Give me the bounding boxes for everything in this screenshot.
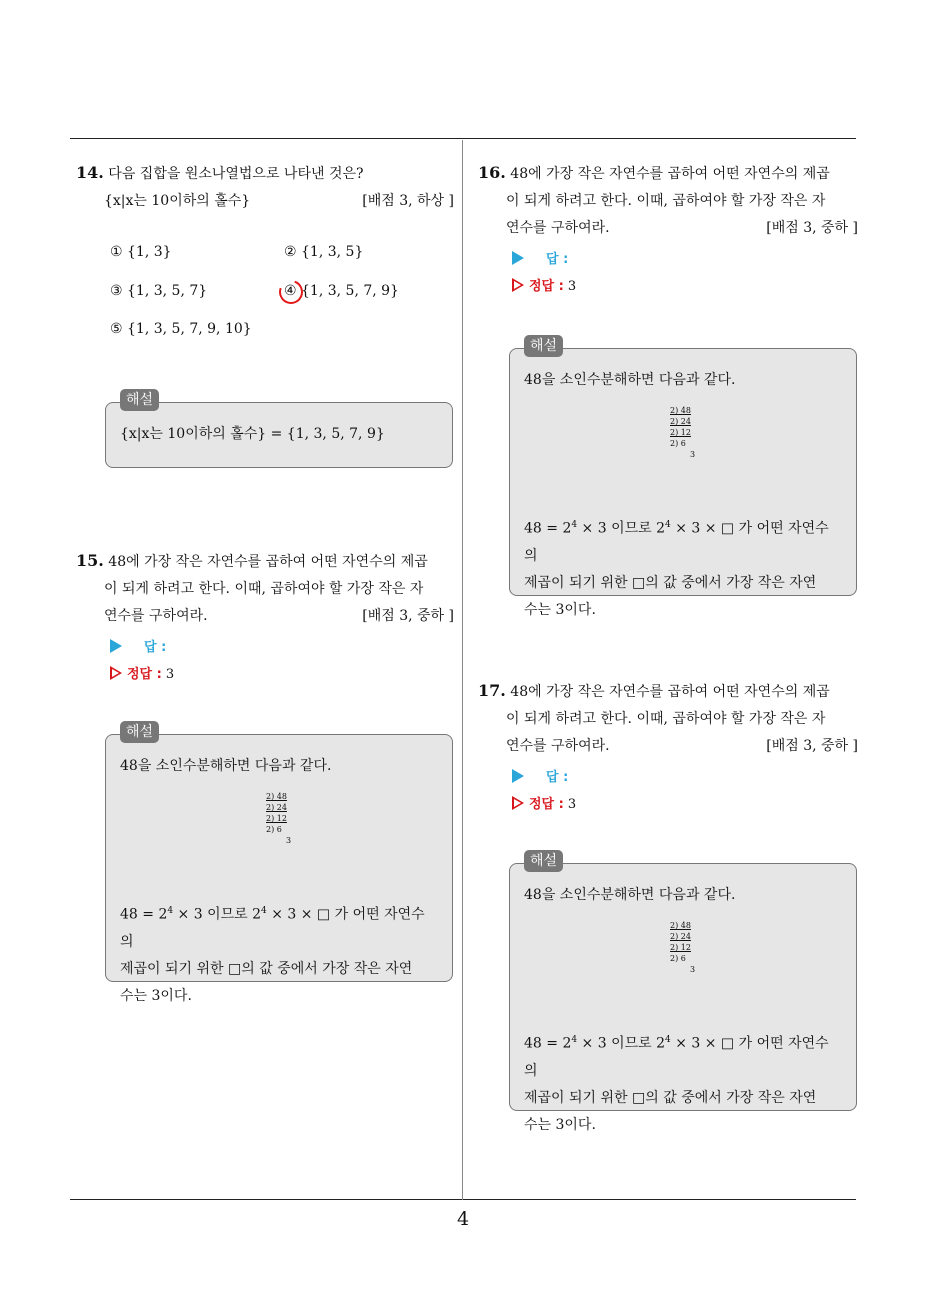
explanation-box-15 xyxy=(105,724,453,1004)
top-rule xyxy=(70,138,856,139)
explanation-box-17 xyxy=(509,853,857,1133)
answer-row xyxy=(478,246,858,273)
explanation-label: 해설 xyxy=(120,389,159,411)
explanation-line1: $48 = 2^4 \times 3$ 이므로 $2^4 \times 3$ × □ 가 어떤 자연수의 xyxy=(524,520,829,564)
division-ladder: 2) 48 2) 24 2) 12 2) 6 3 xyxy=(266,792,292,845)
question-text-line2: 이 되게 하려고 한다. 이때, 곱하여야 할 가장 작은 자 xyxy=(506,711,826,727)
explanation-line1: $48 = 2^4 \times 3$ 이므로 $2^4 \times 3$ × □ 가 어떤 자연수의 xyxy=(524,1035,829,1079)
explanation-intro: 48을 소인수분해하면 다음과 같다. xyxy=(524,372,736,388)
question-number: 14. xyxy=(76,163,104,182)
play-triangle-icon xyxy=(512,769,524,783)
score-meta: [배점 3, 하상 ] xyxy=(362,193,454,209)
correct-answer-row xyxy=(478,273,858,300)
score-meta: [배점 3, 중하 ] xyxy=(362,608,454,624)
explanation-intro: 48을 소인수분해하면 다음과 같다. xyxy=(120,758,332,774)
explanation-line2: 제곱이 되기 위한 □의 값 중에서 가장 작은 자연 xyxy=(524,1089,817,1106)
question-14 xyxy=(76,159,454,215)
option-3[interactable]: ③ {1, 3, 5, 7} xyxy=(110,283,208,299)
question-text-line1: 48에 가장 작은 자연수를 곱하여 어떤 자연수의 제곱 xyxy=(510,166,830,182)
play-triangle-icon xyxy=(512,251,524,265)
correct-label: 정답 : xyxy=(127,667,162,682)
correct-label: 정답 : xyxy=(529,279,564,294)
bottom-rule xyxy=(70,1199,856,1200)
division-ladder: 2) 48 2) 24 2) 12 2) 6 3 xyxy=(670,921,696,974)
option-2[interactable]: ② {1, 3, 5} xyxy=(284,244,364,260)
question-number: 16. xyxy=(478,163,506,182)
question-text: 다음 집합을 원소나열법으로 나타낸 것은? xyxy=(108,166,364,182)
answer-label: 답 : xyxy=(144,640,167,655)
set-definition: {x|x는 10이하의 홀수} xyxy=(104,193,251,209)
column-divider xyxy=(462,140,463,1200)
correct-answer-row xyxy=(478,791,858,818)
explanation-label: 해설 xyxy=(120,721,159,743)
option-1[interactable]: ① {1, 3} xyxy=(110,244,172,260)
question-15 xyxy=(76,547,454,688)
explanation-line3: 수는 3이다. xyxy=(524,1116,596,1133)
question-16 xyxy=(478,159,858,300)
question-text-line2: 이 되게 하려고 한다. 이때, 곱하여야 할 가장 작은 자 xyxy=(104,581,424,597)
question-text-line3: 연수를 구하여라. xyxy=(104,608,208,624)
explanation-line3: 수는 3이다. xyxy=(524,601,596,618)
explanation-line1: $48 = 2^4 \times 3$ 이므로 $2^4 \times 3$ × □ 가 어떤 자연수의 xyxy=(120,906,425,950)
explanation-line3: 수는 3이다. xyxy=(120,987,192,1004)
answer-label: 답 : xyxy=(546,770,569,785)
answer-circle-mark xyxy=(275,276,307,308)
page-number: 4 xyxy=(456,1208,470,1230)
explanation-box-14 xyxy=(105,392,453,468)
option-4[interactable]: ④ {1, 3, 5, 7, 9} xyxy=(284,283,399,299)
correct-answer-row xyxy=(76,661,454,688)
question-number: 17. xyxy=(478,681,506,700)
question-text-line2: 이 되게 하려고 한다. 이때, 곱하여야 할 가장 작은 자 xyxy=(506,193,826,209)
question-number: 15. xyxy=(76,551,104,570)
question-text-line3: 연수를 구하여라. xyxy=(506,738,610,754)
play-triangle-icon xyxy=(110,639,122,653)
correct-label: 정답 : xyxy=(529,797,564,812)
explanation-line2: 제곱이 되기 위한 □의 값 중에서 가장 작은 자연 xyxy=(524,574,817,591)
explanation-label: 해설 xyxy=(524,335,563,357)
explanation-box-16 xyxy=(509,338,857,618)
question-text-line1: 48에 가장 작은 자연수를 곱하여 어떤 자연수의 제곱 xyxy=(108,554,428,570)
score-meta: [배점 3, 중하 ] xyxy=(766,220,858,236)
answer-row xyxy=(76,634,454,661)
outline-triangle-icon xyxy=(110,666,122,680)
explanation-intro: 48을 소인수분해하면 다음과 같다. xyxy=(524,887,736,903)
question-17 xyxy=(478,677,858,818)
explanation-text: {x|x는 10이하의 홀수} = {1, 3, 5, 7, 9} xyxy=(120,426,385,442)
explanation-line2: 제곱이 되기 위한 □의 값 중에서 가장 작은 자연 xyxy=(120,960,413,977)
answer-row xyxy=(478,764,858,791)
explanation-label: 해설 xyxy=(524,850,563,872)
division-ladder: 2) 48 2) 24 2) 12 2) 6 3 xyxy=(670,406,696,459)
outline-triangle-icon xyxy=(512,278,524,292)
answer-label: 답 : xyxy=(546,252,569,267)
question-text-line1: 48에 가장 작은 자연수를 곱하여 어떤 자연수의 제곱 xyxy=(510,684,830,700)
question-text-line3: 연수를 구하여라. xyxy=(506,220,610,236)
option-5[interactable]: ⑤ {1, 3, 5, 7, 9, 10} xyxy=(110,321,252,337)
correct-value: 3 xyxy=(567,797,577,812)
correct-value: 3 xyxy=(567,279,577,294)
outline-triangle-icon xyxy=(512,796,524,810)
score-meta: [배점 3, 중하 ] xyxy=(766,738,858,754)
correct-value: 3 xyxy=(165,667,175,682)
